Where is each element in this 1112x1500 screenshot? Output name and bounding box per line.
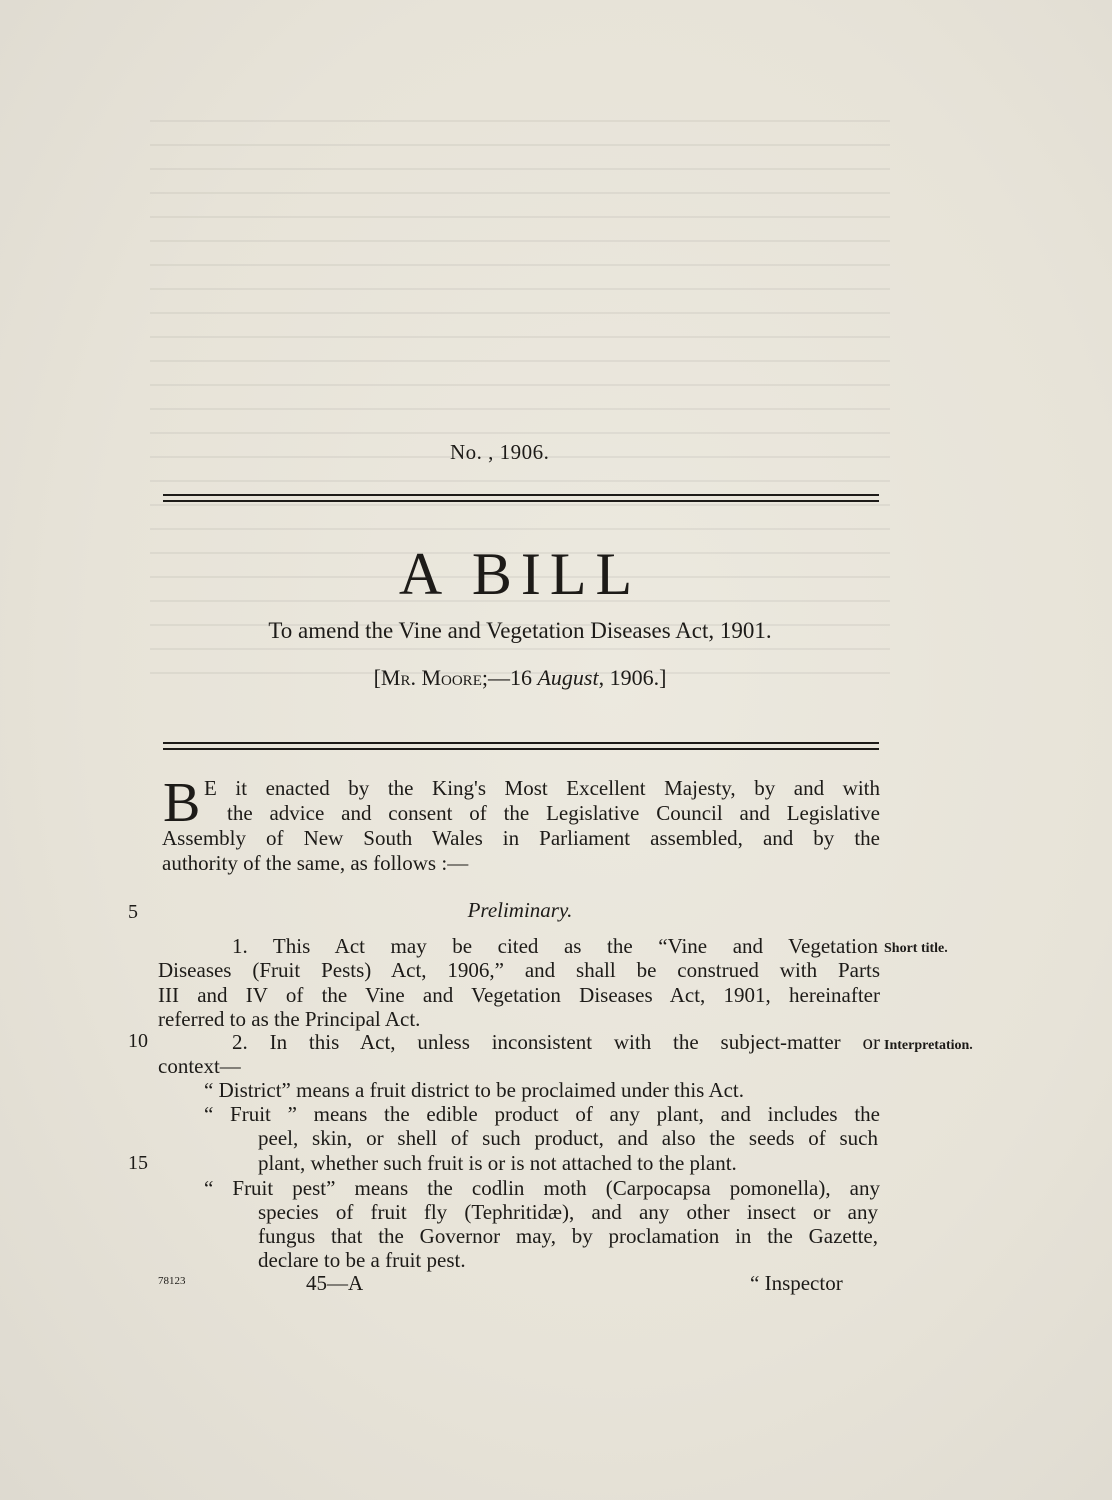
margin-note-interpretation: Interpretation. bbox=[884, 1038, 973, 1053]
top-double-rule-upper bbox=[163, 494, 879, 496]
section1-line-3: III and IV of the Vine and Vegetation Diseases Act, 1901, hereinafter bbox=[158, 983, 880, 1007]
section1-line-4: referred to as the Principal Act. bbox=[158, 1007, 421, 1031]
bill-number: No. , 1906. bbox=[450, 440, 550, 464]
line-number-15: 15 bbox=[128, 1152, 148, 1174]
bottom-double-rule-lower bbox=[163, 748, 879, 750]
margin-note-short-title: Short title. bbox=[884, 941, 948, 956]
enacting-line-3: Assembly of New South Wales in Parliament assembled, and by the bbox=[162, 826, 880, 850]
sponsor-open: [ bbox=[373, 665, 381, 690]
sponsor-date: August bbox=[537, 665, 599, 690]
sponsor-mid: ;—16 bbox=[481, 665, 538, 690]
line-number-10: 10 bbox=[128, 1030, 148, 1052]
definition-fruit-pest-line-2: species of fruit fly (Tephritidæ), and any other insect or any bbox=[258, 1200, 878, 1224]
section1-line-2: Diseases (Fruit Pests) Act, 1906,” and shall be construed with Parts bbox=[158, 958, 880, 982]
bill-sponsor bbox=[0, 665, 1040, 691]
definition-fruit-pest-line-3: fungus that the Governor may, by proclamation in the Gazette, bbox=[258, 1224, 878, 1248]
section2-line-1: 2. In this Act, unless inconsistent with the subject-matter or bbox=[232, 1030, 880, 1054]
definition-fruit-pest-line-4: declare to be a fruit pest. bbox=[258, 1248, 466, 1272]
top-double-rule-lower bbox=[163, 500, 879, 502]
catchword: “ Inspector bbox=[750, 1271, 843, 1295]
bottom-double-rule-upper bbox=[163, 742, 879, 744]
preliminary-heading: Preliminary. bbox=[467, 898, 573, 922]
enacting-line-4: authority of the same, as follows :— bbox=[162, 851, 469, 875]
definition-fruit-pest-line-1: “ Fruit pest” means the codlin moth (Carpocapsa pomonella), any bbox=[204, 1176, 880, 1200]
definition-fruit-line-1: “ Fruit ” means the edible product of any plant, and includes the bbox=[204, 1102, 880, 1126]
sponsor-close: , 1906.] bbox=[598, 665, 667, 690]
enacting-line-2: the advice and consent of the Legislative Council and Legislative bbox=[227, 801, 880, 825]
printer-mark: 78123 bbox=[158, 1275, 186, 1287]
bill-title: A BILL bbox=[398, 541, 642, 607]
enacting-line-1: E it enacted by the King's Most Excellent Majesty, by and with bbox=[204, 776, 880, 800]
section1-line-1: 1. This Act may be cited as the “Vine and Vegetation bbox=[232, 934, 878, 958]
definition-fruit-line-3: plant, whether such fruit is or is not attached to the plant. bbox=[258, 1151, 737, 1175]
line-number-5: 5 bbox=[128, 901, 138, 923]
definition-fruit-line-2: peel, skin, or shell of such product, and also the seeds of such bbox=[258, 1126, 878, 1150]
bleed-through-texture bbox=[150, 120, 890, 740]
sponsor-name: Mr. Moore bbox=[380, 665, 482, 690]
definition-district: “ District” means a fruit district to be proclaimed under this Act. bbox=[204, 1078, 745, 1102]
section2-line-2: context— bbox=[158, 1054, 241, 1078]
signature-mark: 45—A bbox=[306, 1271, 364, 1295]
bill-subtitle: To amend the Vine and Vegetation Diseases Act, 1901. bbox=[268, 618, 772, 643]
enacting-dropcap: B bbox=[163, 772, 201, 834]
